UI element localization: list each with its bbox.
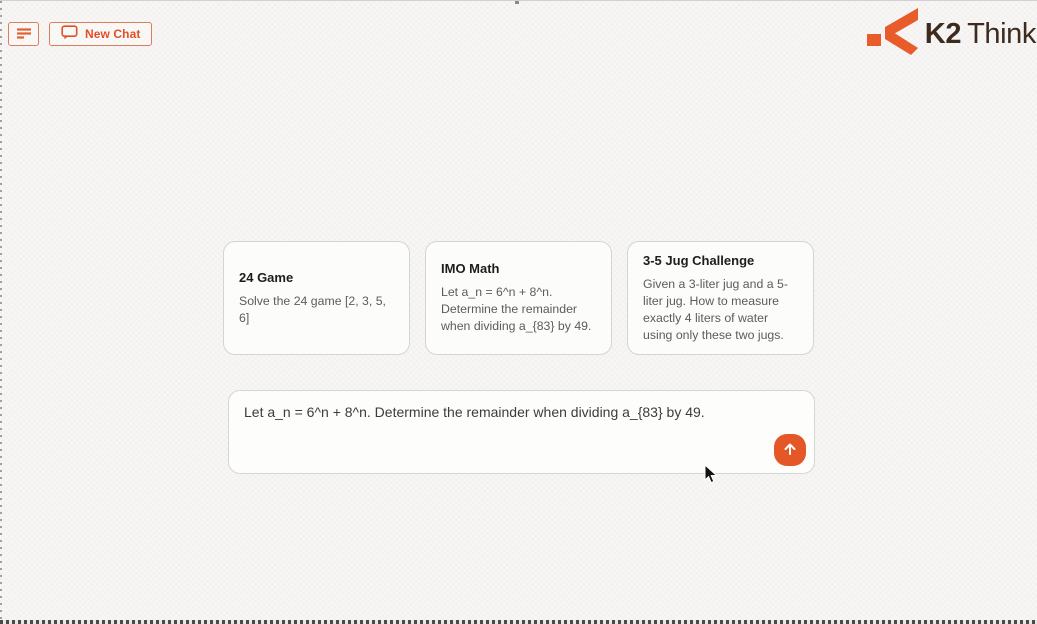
card-description: Given a 3-liter jug and a 5-liter jug. How to measure exactly 4 liters of water using only these two jugs. (643, 276, 788, 342)
message-composer (228, 390, 815, 474)
screen-edge-artifact-left (0, 1, 2, 621)
card-description: Let a_n = 6^n + 8^n. Determine the remainder when dividing a_{83} by 49. (441, 285, 592, 333)
card-title: IMO Math (441, 261, 500, 276)
app-logo (867, 8, 1036, 60)
card-title: 24 Game (239, 269, 294, 285)
chat-bubble-icon (61, 25, 78, 43)
suggestion-card-24-game[interactable] (223, 241, 410, 355)
send-button[interactable] (774, 434, 806, 466)
sidebar-toggle-button[interactable] (8, 22, 39, 46)
arrow-up-icon (782, 441, 798, 460)
new-chat-label: New Chat (85, 27, 141, 41)
card-description: Solve the 24 game [2, 3, 5, 6] (239, 293, 386, 325)
new-chat-button[interactable] (49, 22, 152, 46)
logo-text (925, 18, 1036, 51)
screen-edge-artifact-top (515, 1, 519, 4)
mouse-cursor (704, 464, 718, 489)
k2-logo-mark-icon (867, 8, 918, 60)
screen-edge-artifact-bottom (0, 620, 1037, 624)
menu-lines-icon (16, 26, 32, 43)
card-title: 3-5 Jug Challenge (643, 252, 755, 268)
suggestion-card-jug-challenge[interactable] (627, 241, 814, 355)
suggestion-cards-row (223, 241, 815, 355)
logo-text-regular: Think (967, 17, 1036, 50)
message-input[interactable] (229, 391, 814, 473)
suggestion-card-imo-math[interactable] (425, 241, 612, 355)
logo-text-bold: K2 (924, 17, 962, 50)
